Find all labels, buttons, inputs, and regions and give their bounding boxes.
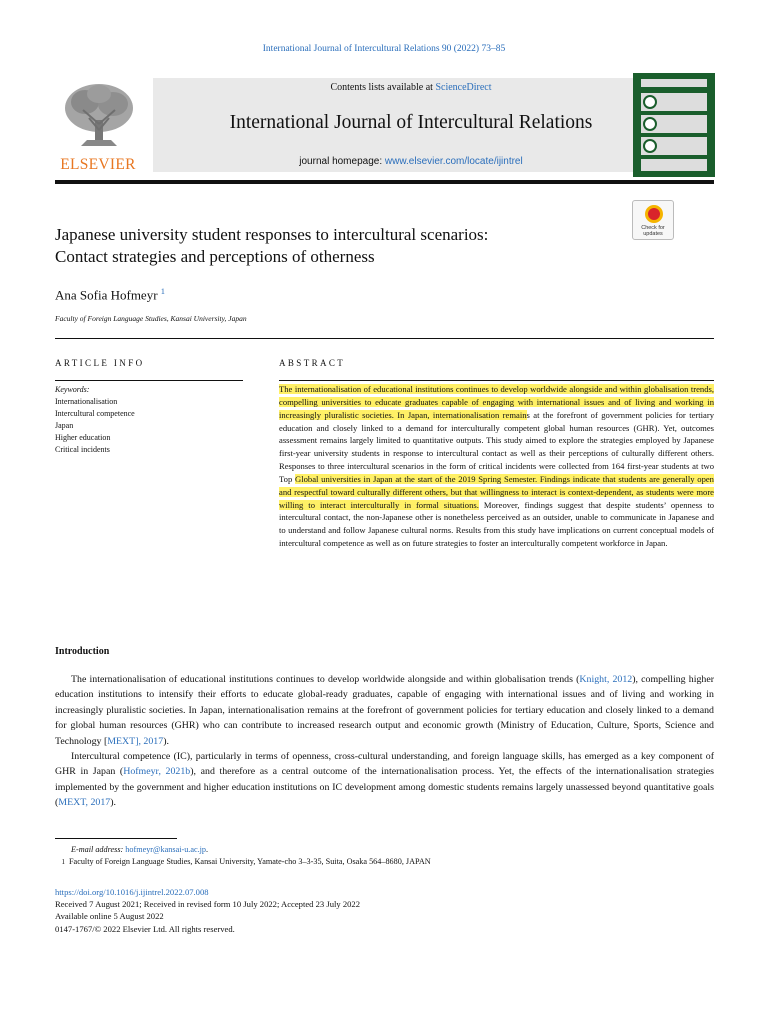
cover-band bbox=[641, 159, 707, 171]
text-segment: ), and therefore as a central outcome of the internationalisation process. Yet, the effects of the internationalisation strategies implemented by the government and higher education institutions on IC development among domestic students remains largely unassessed beyond quantitative goals ( bbox=[55, 766, 714, 809]
keyword-item: Japan bbox=[55, 421, 74, 430]
abstract-segment: s at the forefront of government policies for tertiary education and closely linked to a demand for interculturally competent global human resources (GHR). Yet, outcomes assessment remains largely limited to quantitative outputs. This study aimed to explore the strategies employed by Japanese first-year university students in response to intercultural contact as well as their perceptions of culturally different others. Responses to three intercultural scenarios in the form of critical incidents were collected from 164 first-year students at two Top bbox=[279, 409, 714, 484]
elsevier-tree-icon bbox=[61, 80, 137, 150]
text-segment: ), compelling higher education institutions to intensify their efforts to educate global-ready graduates, capable of engaging with international issues and of living and working in increasingly pluralistic societies. In Japan, internationalisation remains at the forefront of government policies for tertiary education and closely linked to a demand for global human resources (GHR) who can contribute to increased research output and economic growth (Ministry of Education, Culture, Sports, Science and Technology [ bbox=[55, 674, 714, 747]
journal-cover-image[interactable] bbox=[633, 73, 715, 177]
homepage-line bbox=[153, 156, 669, 167]
text-segment: The internationalisation of educational institutions continues to develop worldwide alongside and within globalisation trends ( bbox=[71, 674, 580, 685]
keyword-item: Intercultural competence bbox=[55, 409, 135, 418]
check-updates-icon bbox=[645, 205, 663, 223]
text-segment: ). bbox=[110, 797, 116, 809]
citation-link[interactable]: Knight, 2012 bbox=[579, 674, 633, 685]
available-online: Available online 5 August 2022 bbox=[55, 911, 164, 922]
email-label: E-mail address: bbox=[71, 845, 126, 854]
email-link[interactable]: hofmeyr@kansai-u.ac.jp bbox=[125, 845, 207, 854]
introduction-heading: Introduction bbox=[55, 646, 110, 657]
masthead bbox=[55, 78, 715, 178]
keyword-item: Critical incidents bbox=[55, 445, 110, 454]
journal-title: International Journal of Intercultural Relations bbox=[229, 112, 593, 133]
journal-banner bbox=[153, 78, 669, 172]
article-title bbox=[55, 224, 625, 268]
copyright: 0147-1767/© 2022 Elsevier Ltd. All rights reserved. bbox=[55, 923, 235, 934]
sciencedirect-link[interactable]: ScienceDirect bbox=[435, 82, 492, 93]
article-metadata bbox=[55, 886, 715, 935]
citation-link[interactable]: MEXT], 2017 bbox=[107, 735, 164, 747]
elsevier-logo[interactable] bbox=[55, 78, 141, 174]
keywords-list bbox=[55, 384, 135, 456]
journal-homepage-link[interactable]: www.elsevier.com/locate/ijintrel bbox=[384, 156, 523, 167]
author-footnote-marker[interactable]: 1 bbox=[160, 286, 166, 296]
check-for-updates-button[interactable] bbox=[632, 200, 674, 240]
cover-emblem-icon bbox=[643, 117, 657, 131]
homepage-prefix: journal homepage: bbox=[299, 156, 385, 167]
article-title-line-2: Contact strategies and perceptions of otherness bbox=[55, 247, 375, 266]
keywords-label: Keywords: bbox=[55, 385, 90, 394]
introduction-body bbox=[55, 672, 714, 811]
footnote-rule bbox=[55, 838, 177, 839]
cover-emblem-icon bbox=[643, 95, 657, 109]
article-info-heading: ARTICLE INFO bbox=[55, 358, 145, 368]
highlighted-text[interactable]: Global universities in Japan at the start of the 2019 Spring Semester. Findings indicate that students are generally open and respectful toward culturally different others, but that willingness to interact is context-dependent, as students were more willing to interact interculturally in formal situations. bbox=[279, 473, 714, 510]
cover-title-strip bbox=[641, 79, 707, 87]
email-footnote bbox=[55, 844, 715, 856]
footnote-text: Faculty of Foreign Language Studies, Kansai University, Yamate-cho 3–3-35, Suita, Osaka 564–8680, JAPAN bbox=[69, 857, 431, 866]
abstract-segment: Moreover, findings suggest that despite students’ openness to intercultural contact, the non-Japanese other is nonetheless perceived as an outsider, unable to communicate in Japanese and to understand and follow Japanese cultural norms. Results from this study have implications on current conceptual models of intercultural competence as well as on future strategies to foster an interculturally competent workforce in Japan. bbox=[279, 499, 714, 549]
highlighted-text[interactable]: The internationalisation of educational institutions continues to develop worldwide alongside and within globalisation trends, compelling universities to educate graduates capable of engaging with international issues and of living and working in increasingly pluralistic societies. In Japan, internationalisation remain bbox=[279, 384, 714, 420]
affiliation-footnote bbox=[55, 856, 715, 868]
check-updates-label: Check for updates bbox=[641, 225, 665, 237]
keyword-item: Higher education bbox=[55, 433, 111, 442]
email-end: . bbox=[206, 845, 209, 854]
doi-link[interactable]: https://doi.org/10.1016/j.ijintrel.2022.07.008 bbox=[55, 887, 209, 897]
abstract-text bbox=[279, 383, 714, 550]
received-dates: Received 7 August 2021; Received in revised form 10 July 2022; Accepted 23 July 2022 bbox=[55, 899, 361, 910]
footnotes bbox=[55, 844, 715, 868]
title-rule bbox=[55, 338, 714, 339]
keyword-item: Internationalisation bbox=[55, 397, 118, 406]
contents-line bbox=[153, 82, 669, 93]
paragraph bbox=[55, 749, 714, 811]
paragraph bbox=[55, 672, 714, 749]
affiliation: Faculty of Foreign Language Studies, Kansai University, Japan bbox=[55, 314, 247, 323]
contents-prefix: Contents lists available at bbox=[330, 82, 436, 93]
article-info-rule bbox=[55, 380, 243, 381]
citation-link[interactable]: Hofmeyr, 2021b bbox=[123, 766, 191, 778]
author-line bbox=[55, 286, 165, 303]
footnote-number: 1 bbox=[61, 858, 65, 866]
author-name[interactable]: Ana Sofia Hofmeyr bbox=[55, 287, 158, 303]
text-segment: Intercultural competence (IC), particularly in terms of openness, cross-cultural understanding, and foreign language skills, has emerged as a key component of GHR in Japan ( bbox=[55, 751, 714, 778]
abstract-heading: ABSTRACT bbox=[279, 358, 346, 368]
text-segment: ). bbox=[163, 735, 169, 747]
masthead-rule bbox=[55, 180, 714, 184]
citation-link[interactable]: MEXT, 2017 bbox=[58, 797, 111, 809]
elsevier-wordmark: ELSEVIER bbox=[60, 156, 136, 173]
cover-emblem-icon bbox=[643, 139, 657, 153]
abstract-rule bbox=[279, 380, 714, 381]
article-title-line-1: Japanese university student responses to intercultural scenarios: bbox=[55, 225, 489, 244]
journal-reference[interactable]: International Journal of Intercultural Relations 90 (2022) 73–85 bbox=[262, 44, 506, 54]
